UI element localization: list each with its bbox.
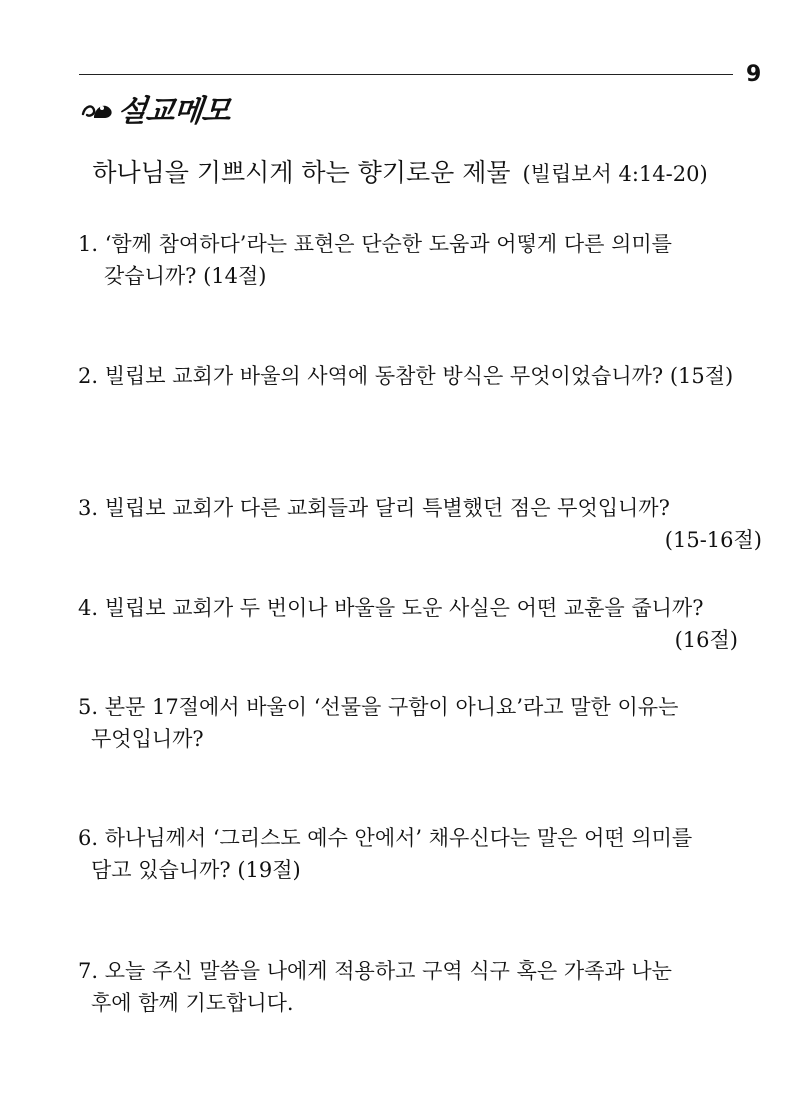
question-text: 3. 빌립보 교회가 다른 교회들과 달리 특별했던 점은 무엇입니까? — [78, 496, 670, 520]
sermon-title-main: 하나님을 기쁘시게 하는 향기로운 제물 — [92, 158, 511, 187]
question-text: 4. 빌립보 교회가 두 번이나 바울을 도운 사실은 어떤 교훈을 줍니까? — [78, 596, 704, 620]
header-rule — [79, 74, 733, 75]
question-verse-reference: (16절) — [674, 628, 738, 652]
section-title: 설교메모 — [115, 94, 232, 129]
question-text: 6. 하나님께서 ‘그리스도 예수 안에서’ 채우신다는 말은 어떤 의미를 — [78, 826, 693, 850]
page-number: 9 — [746, 62, 762, 87]
question-text-continued: 후에 함께 기도합니다. — [91, 991, 294, 1015]
question-7 — [78, 955, 768, 1019]
question-text: 7. 오늘 주신 말씀을 나에게 적용하고 구역 식구 혹은 가족과 나눈 — [78, 959, 672, 983]
question-3 — [78, 492, 762, 556]
sermon-memo-header — [80, 88, 230, 128]
question-text: 5. 본문 17절에서 바울이 ‘선물을 구함이 아니요’라고 말한 이유는 — [78, 695, 679, 719]
question-text-continued: 무엇입니까? — [91, 727, 204, 751]
question-2 — [78, 360, 768, 392]
scripture-reference: (빌립보서 4:14-20) — [522, 162, 708, 186]
question-4 — [78, 592, 738, 656]
sermon-title — [0, 156, 800, 191]
question-text-continued: 담고 있습니까? (19절) — [91, 858, 301, 882]
question-text-continued: 갖습니까? (14절) — [104, 264, 267, 288]
question-5 — [78, 691, 768, 755]
pencil-memo-icon — [80, 94, 114, 122]
question-1 — [78, 228, 768, 292]
question-6 — [78, 822, 768, 886]
question-verse-reference: (15-16절) — [664, 528, 762, 552]
question-text: 2. 빌립보 교회가 바울의 사역에 동참한 방식은 무엇이었습니까? (15절) — [78, 364, 734, 388]
question-text: 1. ‘함께 참여하다’라는 표현은 단순한 도움과 어떻게 다른 의미를 — [78, 232, 672, 256]
